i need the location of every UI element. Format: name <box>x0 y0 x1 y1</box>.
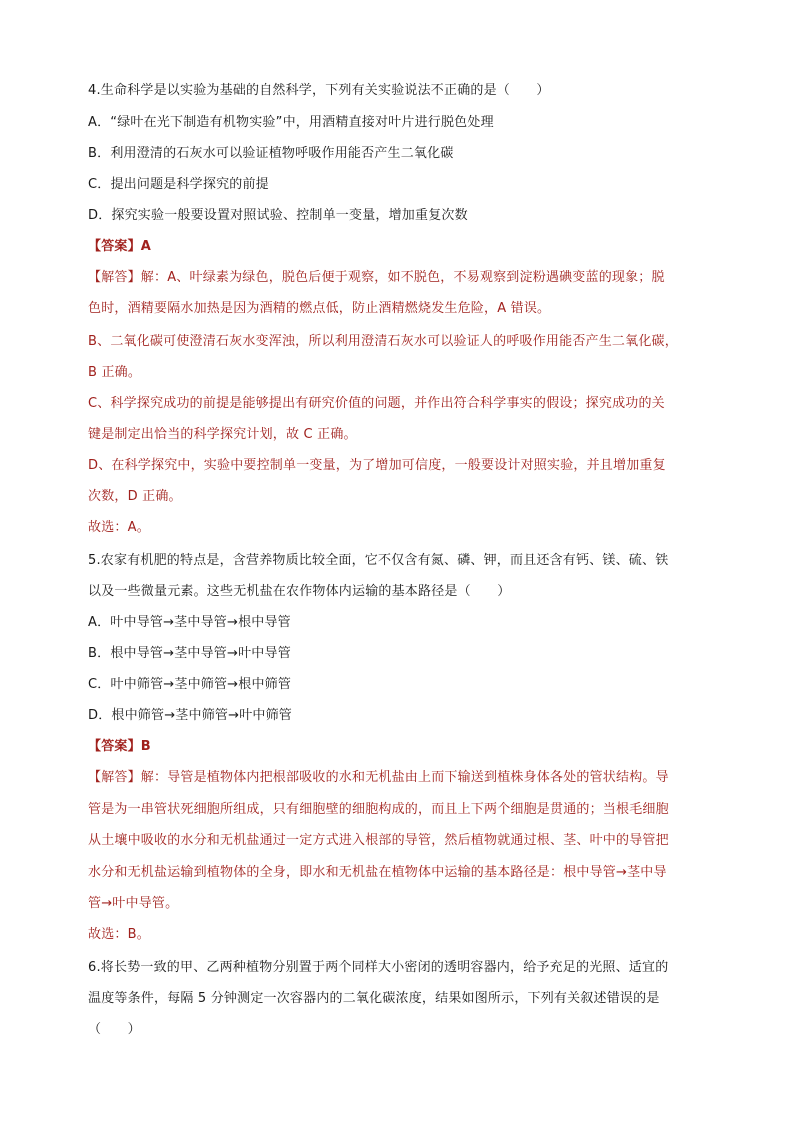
q6-stem-line: （ ） <box>88 1022 141 1037</box>
q5-option-d: D．根中筛管→茎中筛管→叶中筛管 <box>88 708 292 723</box>
q4-option-a: A．“绿叶在光下制造有机物实验”中，用酒精直接对叶片进行脱色处理 <box>88 115 494 130</box>
q4-analysis-line: C、科学探究成功的前提是能够提出有研究价值的问题，并作出符合科学事实的假设；探究成功的关 <box>88 396 665 411</box>
q6-stem-line: 温度等条件，每隔 5 分钟测定一次容器内的二氧化碳浓度，结果如图所示，下列有关叙述错误的是 <box>88 991 660 1006</box>
q5-analysis-line: 管→叶中导管。 <box>88 896 179 911</box>
q5-analysis-line: 水分和无机盐运输到植物体的全身，即水和无机盐在植物体中运输的基本路径是：根中导管→茎中导 <box>88 865 667 880</box>
q4-analysis-line: B 正确。 <box>88 365 142 380</box>
q4-choice: 故选：A。 <box>88 520 150 535</box>
q4-option-d: D．探究实验一般要设置对照试验、控制单一变量，增加重复次数 <box>88 208 468 223</box>
q5-choice: 故选：B。 <box>88 927 150 942</box>
q4-option-b: B．利用澄清的石灰水可以验证植物呼吸作用能否产生二氧化碳 <box>88 146 454 161</box>
q5-analysis-line: 【解答】解：导管是植物体内把根部吸收的水和无机盐由上而下输送到植株身体各处的管状结构。导 <box>88 770 669 785</box>
q4-analysis-line: B、二氧化碳可使澄清石灰水变浑浊，所以利用澄清石灰水可以验证人的呼吸作用能否产生二氧化碳， <box>88 334 678 349</box>
q4-option-c: C．提出问题是科学探究的前提 <box>88 177 269 192</box>
q5-stem-line: 以及一些微量元素。这些无机盐在农作物体内运输的基本路径是（ ） <box>88 584 511 599</box>
q4-analysis-line: D、在科学探究中，实验中要控制单一变量，为了增加可信度，一般要设计对照实验，并且增加重复 <box>88 458 666 473</box>
q4-answer: 【答案】A <box>88 239 152 254</box>
q5-option-a: A．叶中导管→茎中导管→根中导管 <box>88 615 291 630</box>
q4-analysis-line: 色时，酒精要隔水加热是因为酒精的燃点低，防止酒精燃烧发生危险，A 错误。 <box>88 301 551 316</box>
q5-answer: 【答案】B <box>88 739 151 754</box>
q4-analysis-line: 键是制定出恰当的科学探究计划，故 C 正确。 <box>88 427 357 442</box>
q4-analysis-line: 【解答】解：A、叶绿素为绿色，脱色后便于观察，如不脱色，不易观察到淀粉遇碘变蓝的现象；脱 <box>88 270 665 285</box>
q4-stem-line: 4.生命科学是以实验为基础的自然科学，下列有关实验说法不正确的是（ ） <box>88 83 550 98</box>
q5-option-b: B．根中导管→茎中导管→叶中导管 <box>88 646 291 661</box>
q6-stem-line: 6.将长势一致的甲、乙两种植物分别置于两个同样大小密闭的透明容器内，给予充足的光照、适宜的 <box>88 960 669 975</box>
q5-analysis-line: 从土壤中吸收的水分和无机盐通过一定方式进入根部的导管，然后植物就通过根、茎、叶中的导管把 <box>88 833 669 848</box>
q5-stem-line: 5.农家有机肥的特点是，含营养物质比较全面，它不仅含有氮、磷、钾，而且还含有钙、镁、硫、铁 <box>88 553 669 568</box>
q5-analysis-line: 管是为一串管状死细胞所组成，只有细胞壁的细胞构成的，而且上下两个细胞是贯通的；当根毛细胞 <box>88 802 669 817</box>
q5-option-c: C．叶中筛管→茎中筛管→根中筛管 <box>88 677 292 692</box>
q4-analysis-line: 次数，D 正确。 <box>88 489 182 504</box>
